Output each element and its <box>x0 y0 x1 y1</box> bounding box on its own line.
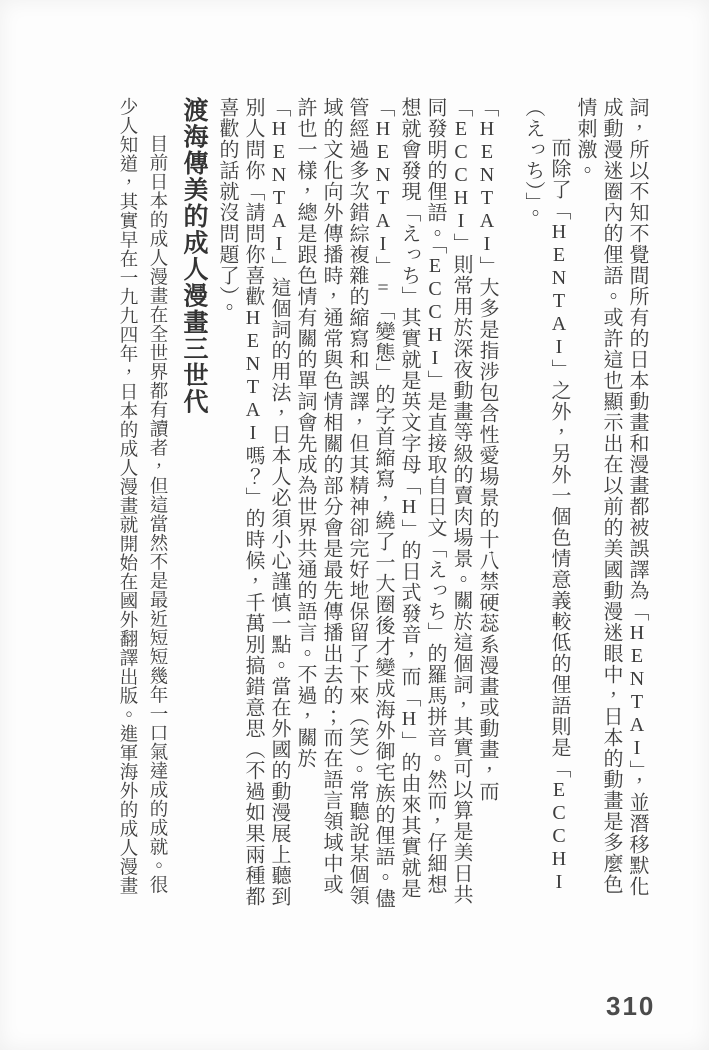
paragraph: 「HENTAI」大多是指涉包含性愛場景的十八禁硬蕊系漫畫或動畫，而「ECCHI」則常用於深夜動畫等級的賣肉場景。關於這個詞，其實可以算是美日共同發明的俚語。「ECCHI」是直接取自日文「えっち」的羅馬拼音。然而，仔細想想就會發現「えっち」其實就是英文字母「H」的日式發音，而「H」的由來其實就是「HENTAI」=「變態」的字首縮寫，繞了一大圈後才變成海外御宅族的俚語。儘管經過多次錯綜複雜的縮寫和誤譯，但其精神卻完好地保留了下來（笑）。常聽說某個領域的文化向外傳播時，通常與色情相關的部分會是最先傳播出去的；而在語言領域中或許也一樣，總是跟色情有關的單詞會先成為世界共通的語言。不過，關於「HENTAI」這個詞的用法，日本人必須小心謹慎一點。當在外國的動漫展上聽到別人問你「請問你喜歡HENTAI嗎？」的時候，千萬別搞錯意思（不過如果兩種都喜歡的話就沒問題了）。 <box>216 97 498 909</box>
article-body <box>112 97 650 911</box>
paragraph: 目前日本的成人漫畫在全世界都有讀者，但這當然不是最近短短幾年一口氣達成的成就。很少人知道，其實早在一九九四年，日本的成人漫畫就開始在國外翻譯出版。進軍海外的成人漫畫 <box>117 97 167 895</box>
page-number: 310 <box>606 991 656 1021</box>
section-heading: 渡海傳美的成人漫畫三世代 <box>180 97 207 415</box>
paragraph: 而除了「HENTAI」之外，另外一個色情意義較低的俚語則是「ECCHI（えっち）」。 <box>522 97 570 894</box>
paragraph-continuation: 詞，所以不知不覺間所有的日本動畫和漫畫都被誤譯為「HENTAI」，並潛移默化成動漫迷圈內的俚語。或許這也顯示出在以前的美國動漫迷眼中，日本的動畫是多麼色情刺激。 <box>574 97 648 897</box>
